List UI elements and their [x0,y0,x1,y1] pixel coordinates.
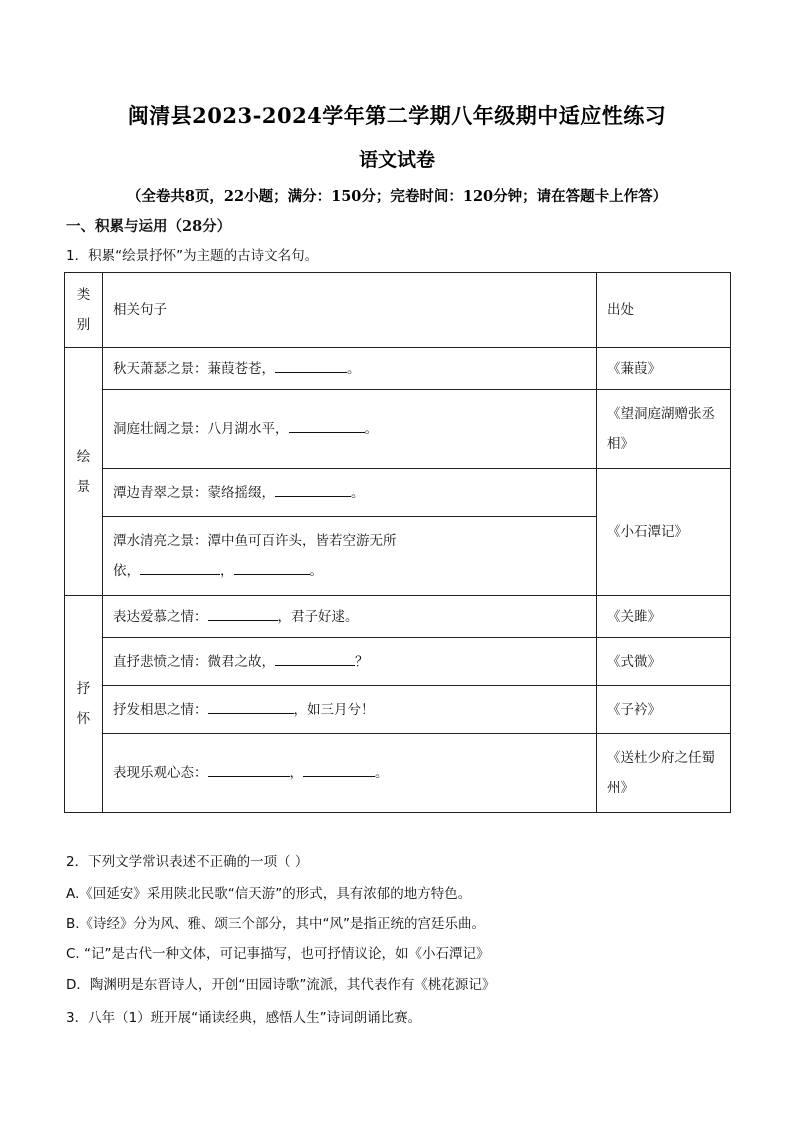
sentence-text: 表现乐观心态： [113,765,208,781]
category-char: 绘 [76,448,91,465]
option-a[interactable]: A.《回延安》采用陕北民歌“信天游”的形式，具有浓郁的地方特色。 [66,886,472,902]
source-cell: 《子衿》 [597,686,731,734]
table-row [65,469,731,517]
sentence-cell [103,734,597,813]
table-row [65,638,731,686]
header-source: 出处 [597,273,731,348]
category-cell [65,596,103,813]
sentence-cell [103,638,597,686]
answer-blank[interactable] [289,418,365,433]
answer-blank[interactable] [208,606,278,621]
sentence-cell [103,517,597,596]
category-char: 抒 [76,681,91,697]
table-row [65,734,731,813]
answer-blank[interactable] [140,560,220,575]
header-category-text [65,280,102,340]
source-cell: 《式微》 [597,638,731,686]
sentence-text: 抒发相思之情： [113,701,208,718]
source-cell: 《蒹葭》 [597,348,731,390]
header-sentence: 相关句子 [103,273,597,348]
answer-blank[interactable] [275,358,347,373]
sentence-text: 潭水清亮之景：潭中鱼可百许头，皆若空游无所依， [113,533,397,579]
answer-blank[interactable] [208,699,294,714]
sentence-punct: ？ [355,653,369,670]
category-label [65,442,102,502]
sentence-punct: 。 [309,563,323,579]
answer-blank[interactable] [234,560,310,575]
answer-blank[interactable] [303,762,375,777]
table-row [65,596,731,638]
sentence-punct: 。 [364,421,378,437]
answer-blank[interactable] [208,762,290,777]
question-3-prompt: 3．八年（1）班开展“诵读经典，感悟人生”诗词朗诵比赛。 [66,1010,422,1026]
sentence-punct: ， [289,765,303,781]
table-header-row [65,273,731,348]
sentence-text: 表达爱慕之情： [113,608,208,625]
question-2-prompt: 2．下列文学常识表述不正确的一项（ ） [66,854,309,870]
exam-subtitle: 语文试卷 [358,149,435,171]
answer-blank[interactable] [275,482,351,497]
sentence-punct: 。 [375,765,389,781]
exam-note: （全卷共8页，22小题；满分：150分；完卷时间：120分钟；请在答题卡上作答） [126,188,668,205]
table-row [65,348,731,390]
source-cell: 《小石潭记》 [597,469,731,596]
sentence-punct: 。 [347,360,361,377]
table-row [65,390,731,469]
answer-blank[interactable] [275,651,355,666]
sentence-text: 直抒悲愤之情：微君之故， [113,653,275,670]
option-d[interactable]: D．陶渊明是东晋诗人，开创“田园诗歌”流派，其代表作有《桃花源记》 [66,977,496,993]
section-heading: 一、积累与运用（28分） [66,218,232,235]
category-char: 景 [76,478,91,495]
sentence-cell [103,469,597,517]
source-cell: 《关雎》 [597,596,731,638]
question-1-prompt: 1．积累“绘景抒怀”为主题的古诗文名句。 [66,248,319,264]
option-b[interactable]: B.《诗经》分为风、雅、颂三个部分，其中“风”是指正统的宫廷乐曲。 [66,916,486,932]
category-char: 类 [76,287,91,303]
sentence-punct: ，如三月兮！ [293,701,375,718]
header-category [65,273,103,348]
sentence-punct: ，君子好逑。 [277,608,359,625]
sentence-cell [103,390,597,469]
source-cell: 《送杜少府之任蜀州》 [597,734,731,813]
source-cell: 《望洞庭湖赠张丞相》 [597,390,731,469]
sentence-text: 潭边青翠之景：蒙络摇缀， [113,484,275,501]
table-row [65,686,731,734]
sentence-text: 秋天萧瑟之景：蒹葭苍苍， [113,360,275,377]
sentence-wrap [113,526,413,586]
category-char: 别 [76,317,91,333]
sentence-cell [103,596,597,638]
sentence-cell [103,348,597,390]
category-cell [65,348,103,596]
sentence-punct: ， [220,563,234,579]
sentence-text: 洞庭壮阔之景：八月湖水平， [113,421,289,437]
category-label [65,674,102,734]
category-char: 怀 [76,711,91,727]
sentence-punct: 。 [351,484,365,501]
option-c[interactable]: C. “记”是古代一种文体，可记事描写，也可抒情议论，如《小石潭记》 [66,946,490,962]
exam-title: 闽清县2023-2024学年第二学期八年级期中适应性练习 [127,103,667,128]
poem-table [64,272,731,813]
sentence-cell [103,686,597,734]
